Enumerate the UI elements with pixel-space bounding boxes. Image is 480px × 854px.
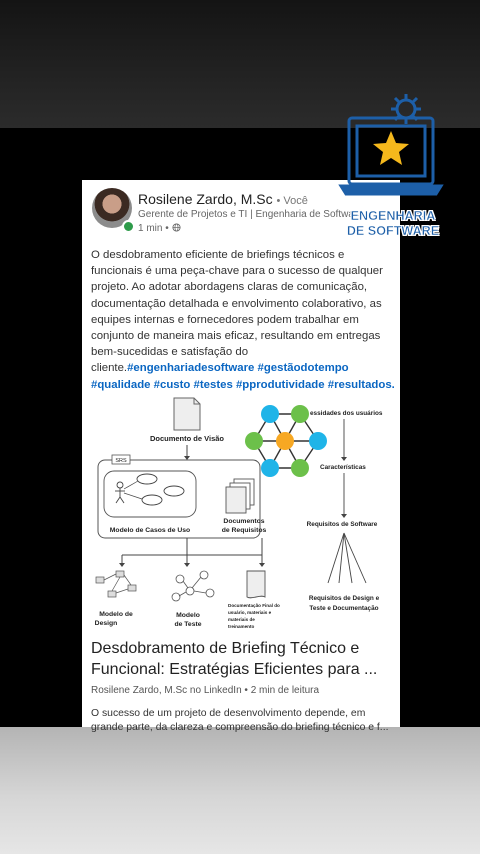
doc-final-label-2: usuário, materiais e	[228, 610, 272, 615]
article-image-diagram[interactable]	[82, 393, 400, 636]
req-docs-icon	[226, 479, 254, 513]
modelo-casos-label: Modelo de Casos de Uso	[109, 527, 191, 534]
linkedin-post-card[interactable]	[82, 180, 400, 733]
modelo-design-label-2: Design	[94, 620, 118, 627]
engenharia-logo-text	[341, 209, 445, 239]
logo-line-1: ENGENHARIA	[350, 209, 436, 223]
online-status-icon	[122, 220, 135, 233]
req-design-label-1: Requisitos de Design e	[308, 595, 380, 602]
doc-visao-label: Documento de Visão	[149, 434, 225, 443]
doc-final-label-1: Documentação Final do	[228, 603, 280, 608]
post-time: 1 min •	[138, 223, 169, 234]
final-doc-icon	[247, 571, 265, 598]
doc-final-label-3: materiais de	[228, 617, 255, 622]
modelo-design-label-1: Modelo de	[99, 611, 133, 618]
necessidades-label: essidades dos usuários	[310, 410, 383, 417]
doc-requisitos-label-1: Documentos	[223, 518, 265, 525]
logo-line-2: DE SOFTWARE	[346, 224, 440, 238]
use-case-icon	[104, 471, 196, 517]
article-title[interactable]	[91, 638, 397, 680]
post-time-line	[138, 223, 181, 234]
connection-degree: Você	[283, 195, 308, 207]
modelo-teste-label-1: Modelo	[176, 612, 200, 619]
req-software-label: Requisitos de Software	[306, 521, 378, 528]
article-title-line-1[interactable]: Desdobramento de Briefing Técnico e	[91, 640, 360, 657]
post-body	[91, 247, 397, 393]
author-headline: Gerente de Projetos e TI | Engenharia de Software	[138, 209, 363, 220]
doc-visao-icon	[174, 398, 200, 430]
bottom-background	[0, 727, 480, 854]
srs-label: SRS	[115, 458, 127, 464]
test-model-icon	[172, 571, 214, 601]
article-excerpt: O sucesso de um projeto de desenvolvimento depende, em grande parte, da clareza e compreensão do briefing técnico e f...	[91, 708, 389, 733]
doc-requisitos-label-2: de Requisitos	[221, 527, 267, 534]
req-design-label-2: Teste e Documentação	[309, 605, 379, 612]
globe-icon	[172, 223, 181, 232]
post-hashtags[interactable]: #engenhariadesoftware #gestãodotempo #qualidade #custo #testes #pprodutividade #resultados.	[91, 362, 395, 391]
article-meta: Rosilene Zardo, M.Sc no LinkedIn • 2 min de leitura	[91, 685, 320, 696]
post-text: O desdobramento eficiente de briefings técnicos e funcionais é uma peça-chave para o sucesso de qualquer projeto. Ao adotar abordagens claras de comunicação, documentação detalhada e envolvimento colaborativo, as equipes internas e fornecedores podem trabalhar em conjunto de maneira mais eficaz, resultando em entregas bem-sucedidas e satisfação do cliente.	[91, 249, 383, 375]
caracteristicas-label: Características	[320, 464, 366, 471]
doc-final-label-4: treinamento	[228, 624, 255, 629]
modelo-teste-label-2: de Teste	[174, 621, 202, 628]
author-name[interactable]: Rosilene Zardo, M.Sc	[138, 191, 273, 207]
author-name-line[interactable]: Rosilene Zardo, M.Sc • Você	[138, 191, 308, 207]
design-model-icon	[96, 571, 136, 597]
article-title-line-2[interactable]: Funcional: Estratégias Eficientes para ...	[91, 661, 378, 678]
